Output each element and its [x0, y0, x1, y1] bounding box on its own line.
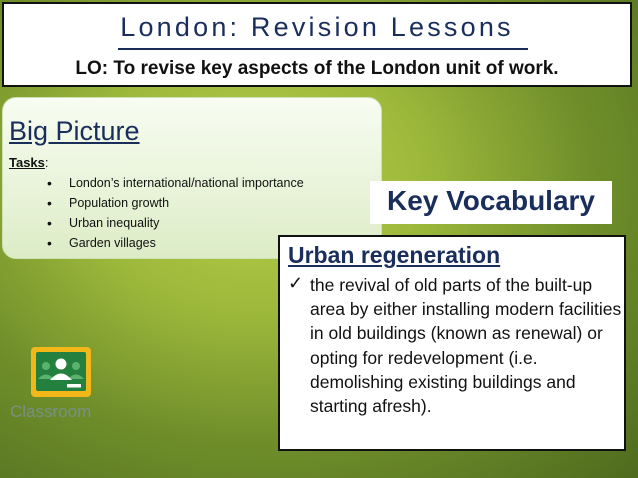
key-vocabulary-box	[370, 181, 612, 224]
page-title: London: Revision Lessons	[120, 12, 514, 42]
definition-box	[278, 235, 626, 451]
key-vocabulary-heading: Key Vocabulary	[386, 185, 596, 216]
title-box	[2, 2, 632, 87]
task-item: • Garden villages	[47, 233, 304, 253]
task-item: • Urban inequality	[47, 213, 304, 233]
task-list	[47, 173, 304, 253]
vocabulary-definition: the revival of old parts of the built-up area by either installing modern facilities in old buildings (known as renewal) or opting for redevelopment (i.e. demolishing existing buildings and starting afresh).	[310, 275, 622, 417]
big-picture-heading: Big Picture	[9, 116, 140, 146]
task-item: • London’s international/national importance	[47, 173, 304, 193]
tasks-label-text: Tasks	[9, 155, 45, 170]
checkmark-icon: ✓	[288, 273, 304, 293]
google-classroom-icon[interactable]	[31, 347, 91, 397]
tasks-label-colon: :	[44, 155, 49, 170]
learning-objective: LO: To revise key aspects of the London unit of work.	[75, 58, 559, 79]
task-item: • Population growth	[47, 193, 304, 213]
classroom-label: Classroom	[10, 402, 92, 421]
vocabulary-term: Urban regeneration	[288, 242, 501, 268]
title-underline	[118, 48, 528, 50]
tasks-label	[9, 155, 49, 170]
